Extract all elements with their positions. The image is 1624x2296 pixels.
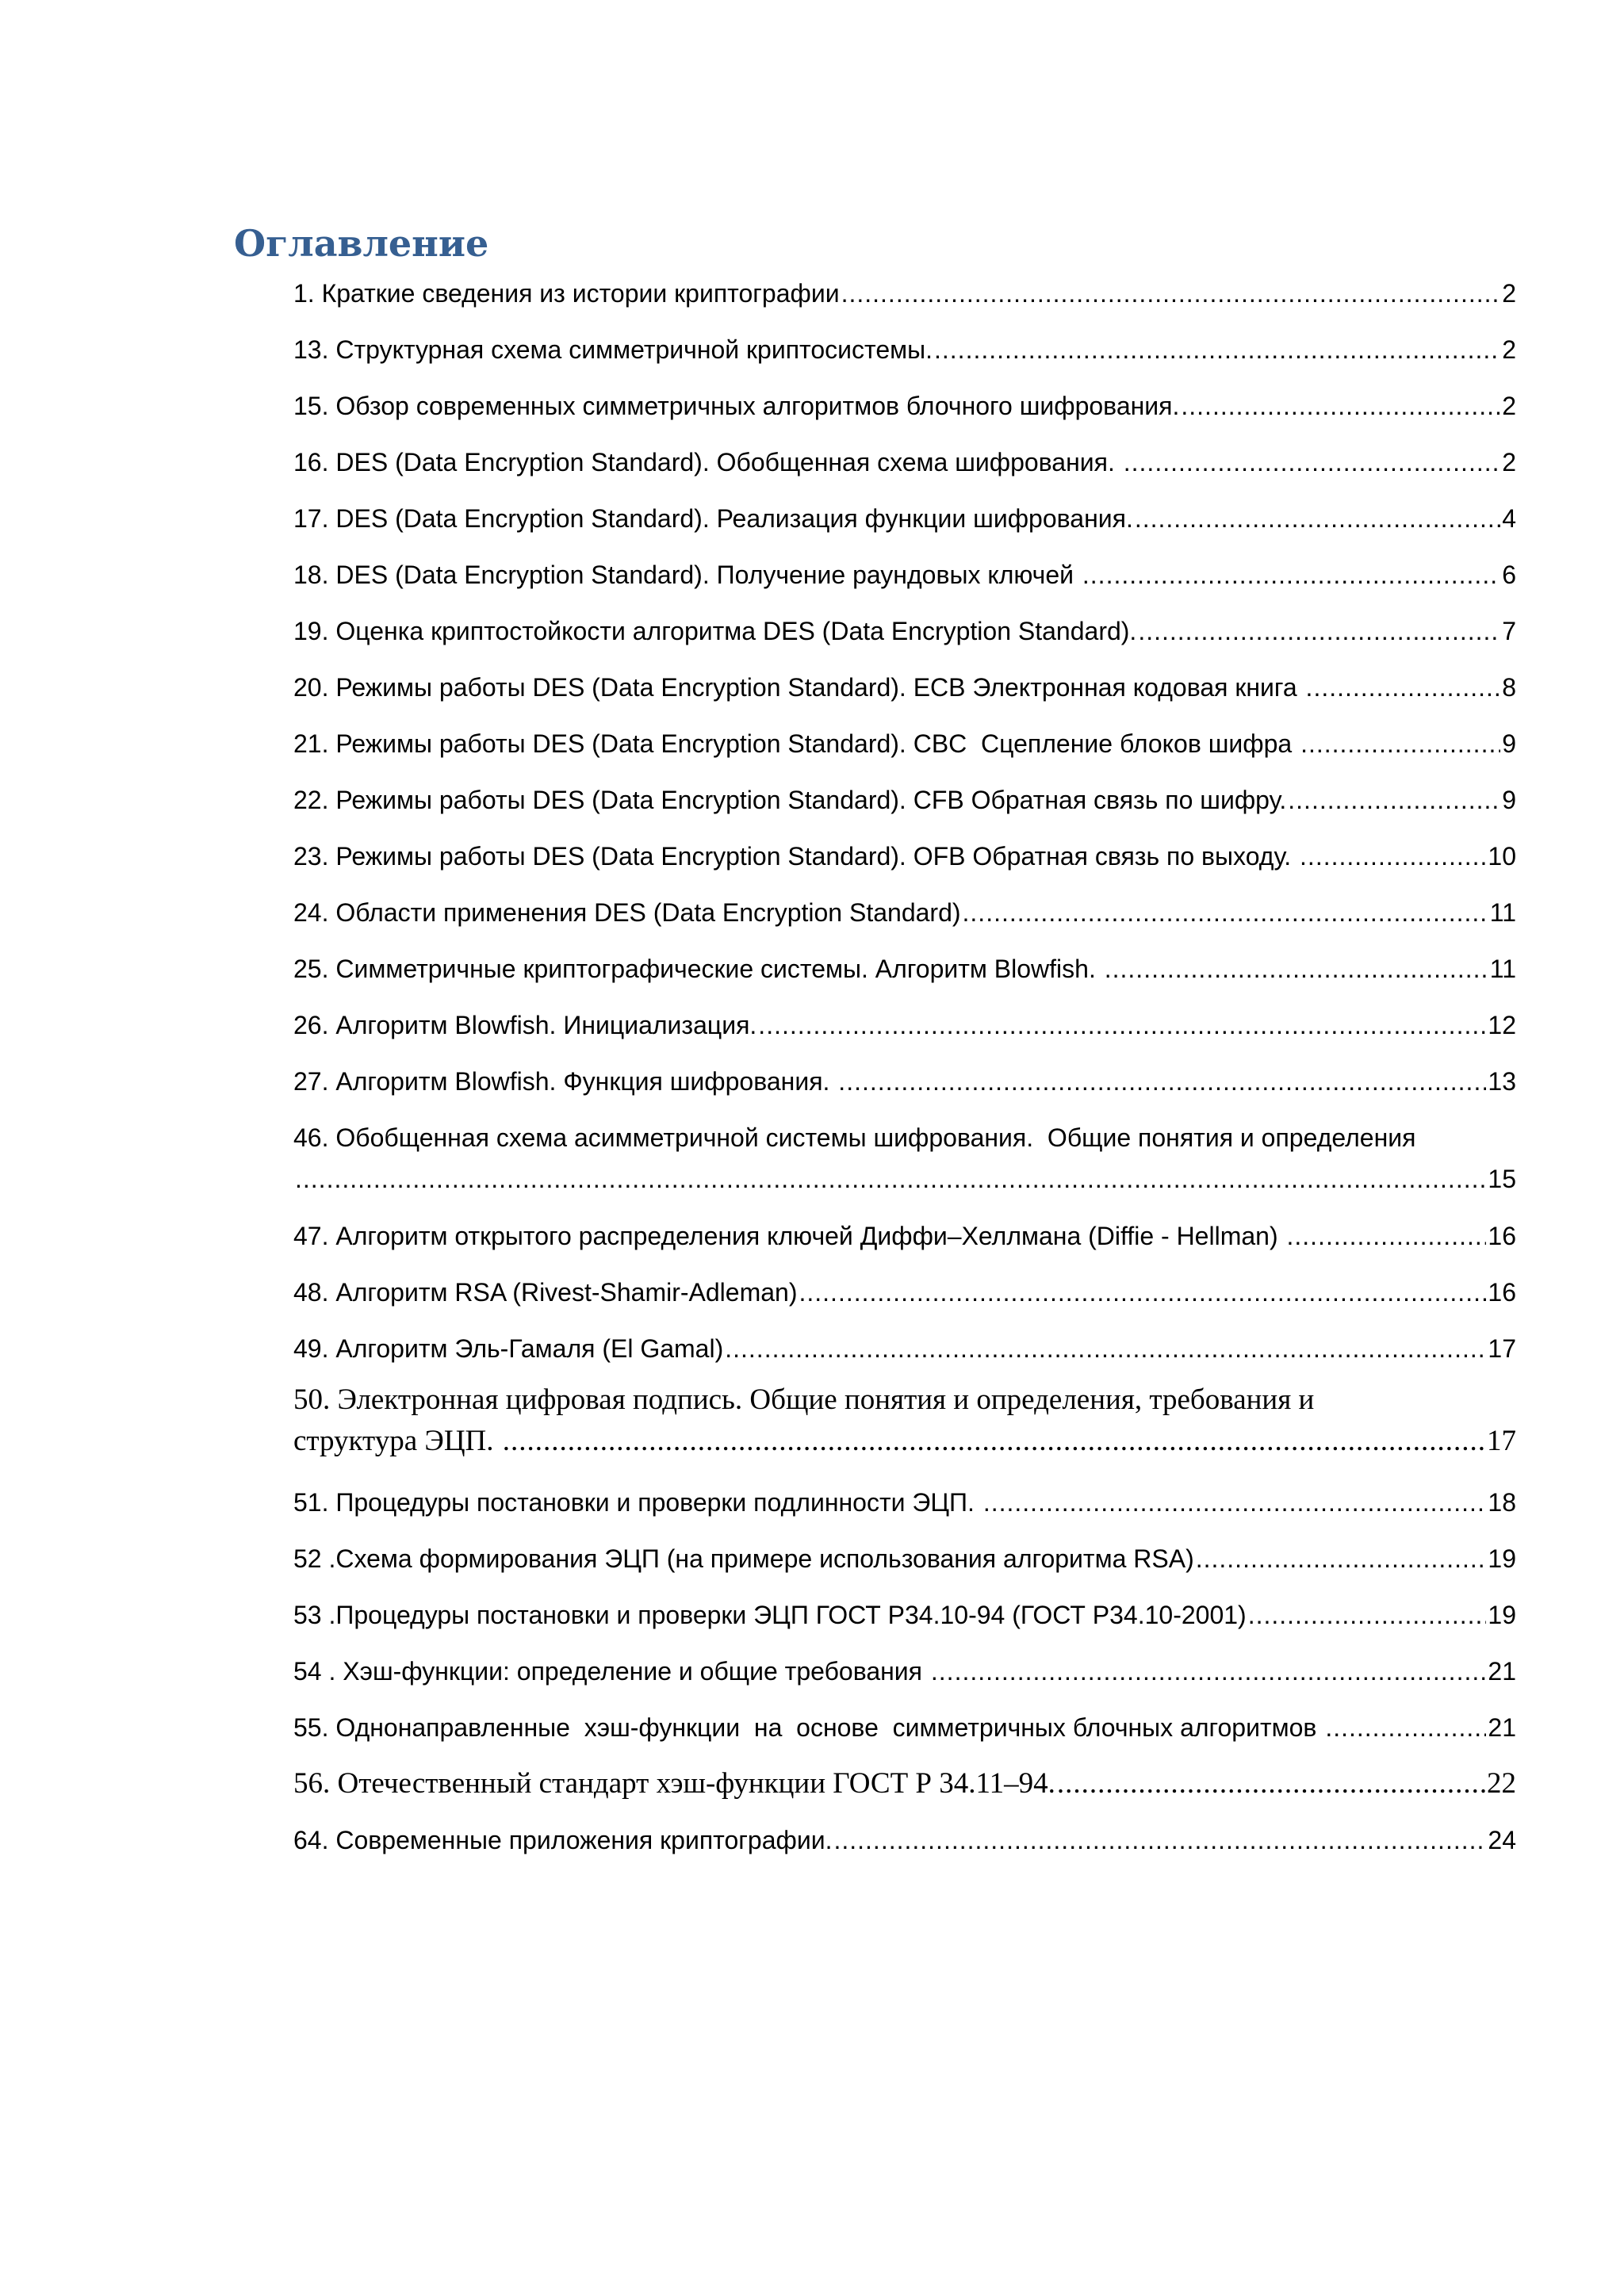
toc-entry[interactable] xyxy=(293,1004,1516,1046)
toc-page-number: 15 xyxy=(1488,1165,1516,1193)
toc-page-number: 13 xyxy=(1488,1067,1516,1096)
toc-page-number: 17 xyxy=(1488,1334,1516,1363)
toc-page-number: 22 xyxy=(1487,1767,1516,1800)
toc-page-number: 9 xyxy=(1502,729,1516,758)
toc-page-number: 4 xyxy=(1502,504,1516,533)
toc-page-number: 19 xyxy=(1488,1544,1516,1573)
toc-leader-dots xyxy=(295,1158,1486,1200)
toc-page-number: 11 xyxy=(1489,898,1516,927)
toc-leader-dots xyxy=(1135,498,1500,539)
toc-entry[interactable] xyxy=(293,329,1516,370)
toc-entry[interactable] xyxy=(293,1538,1516,1579)
toc-entry-title: 25. Симметричные криптографические системы. Алгоритм Blowfish. xyxy=(293,955,1103,983)
toc-leader-dots xyxy=(1300,836,1486,877)
toc-leader-dots xyxy=(725,1328,1486,1369)
toc-page-number: 10 xyxy=(1488,842,1516,871)
toc-entry-title: 18. DES (Data Encryption Standard). Получение раундовых ключей xyxy=(293,561,1081,589)
toc-leader-dots xyxy=(1082,554,1500,595)
toc-leader-dots xyxy=(1288,779,1500,821)
toc-entry[interactable] xyxy=(293,610,1516,652)
toc-page-number: 19 xyxy=(1488,1601,1516,1629)
toc-entry[interactable] xyxy=(293,1117,1516,1200)
toc-page-number: 2 xyxy=(1502,279,1516,308)
toc-entry-title-line: 46. Обобщенная схема асимметричной системы шифрования. Общие понятия и определения xyxy=(293,1123,1416,1152)
toc-entry-title: 1. Краткие сведения из истории криптографии xyxy=(293,279,840,308)
toc-heading: Оглавление xyxy=(234,222,489,265)
toc-entry-title: 54 . Хэш-функции: определение и общие требования xyxy=(293,1657,929,1686)
toc-entry[interactable] xyxy=(293,385,1516,427)
toc-entry[interactable] xyxy=(293,1594,1516,1636)
toc-leader-dots xyxy=(1196,1538,1487,1579)
toc-leader-dots xyxy=(983,1482,1487,1523)
toc-entry-title: 21. Режимы работы DES (Data Encryption Standard). CBC Сцепление блоков шифра xyxy=(293,729,1300,758)
toc-entry[interactable] xyxy=(293,779,1516,821)
toc-entry[interactable] xyxy=(293,1061,1516,1102)
toc-page-number: 21 xyxy=(1488,1713,1516,1742)
toc-entry-title: 19. Оценка криптостойкости алгоритма DES (Data Encryption Standard). xyxy=(293,617,1137,645)
toc-entry[interactable] xyxy=(293,667,1516,708)
toc-leader-dots xyxy=(841,273,1501,314)
toc-entry[interactable] xyxy=(293,1707,1516,1748)
toc-entry-title: 64. Современные приложения криптографии. xyxy=(293,1826,833,1854)
toc-leader-dots xyxy=(1181,385,1500,427)
toc-entry[interactable] xyxy=(293,273,1516,314)
toc-entry[interactable] xyxy=(293,1651,1516,1692)
toc-leader-dots xyxy=(1306,667,1501,708)
toc-leader-dots xyxy=(1286,1215,1486,1257)
toc-page-number: 17 xyxy=(1487,1425,1516,1457)
toc-page-number: 24 xyxy=(1488,1826,1516,1854)
toc-page-number: 2 xyxy=(1502,448,1516,476)
toc-page-number: 16 xyxy=(1488,1222,1516,1250)
toc-page-number: 7 xyxy=(1502,617,1516,645)
toc-leader-dots xyxy=(1300,723,1500,764)
toc-entry-title: 48. Алгоритм RSA (Rivest-Shamir-Adleman) xyxy=(293,1278,798,1307)
toc-entry-title: 15. Обзор современных симметричных алгоритмов блочного шифрования. xyxy=(293,392,1180,420)
toc-leader-dots xyxy=(931,1651,1487,1692)
toc-leader-dots xyxy=(503,1421,1485,1462)
toc-entry[interactable] xyxy=(293,554,1516,595)
toc-entry-title: 27. Алгоритм Blowfish. Функция шифрования. xyxy=(293,1067,837,1096)
toc-leader-dots xyxy=(963,892,1488,933)
toc-entry[interactable] xyxy=(293,1215,1516,1257)
toc-leader-dots xyxy=(1138,610,1500,652)
toc-entry-title: 55. Однонаправленные хэш-функции на основе симметричных блочных алгоритмов xyxy=(293,1713,1324,1742)
toc-entry[interactable] xyxy=(293,1380,1516,1462)
toc-entry-title: 16. DES (Data Encryption Standard). Обобщенная схема шифрования. xyxy=(293,448,1122,476)
toc-leader-dots xyxy=(934,329,1500,370)
toc-entry[interactable] xyxy=(293,723,1516,764)
toc-entry-title: 49. Алгоритм Эль-Гамаля (El Gamal) xyxy=(293,1334,724,1363)
toc-entry-title: 17. DES (Data Encryption Standard). Реализация функции шифрования. xyxy=(293,504,1133,533)
toc-entry[interactable] xyxy=(293,1328,1516,1369)
toc-leader-dots xyxy=(1057,1763,1485,1804)
toc-entry[interactable] xyxy=(293,1272,1516,1313)
toc-entry-title: 53 .Процедуры постановки и проверки ЭЦП ГОСТ Р34.10-94 (ГОСТ Р34.10-2001) xyxy=(293,1601,1247,1629)
toc-page-number: 11 xyxy=(1489,955,1516,983)
toc-entry-title: 23. Режимы работы DES (Data Encryption Standard). OFB Обратная связь по выходу. xyxy=(293,842,1299,871)
toc-entry-title: 22. Режимы работы DES (Data Encryption Standard). CFB Обратная связь по шифру. xyxy=(293,786,1287,814)
toc-leader-dots xyxy=(1124,442,1500,483)
toc-leader-dots xyxy=(1325,1707,1486,1748)
toc-entry-title: 56. Отечественный стандарт хэш-функции ГОСТ Р 34.11–94. xyxy=(293,1767,1055,1800)
toc-page-number: 21 xyxy=(1488,1657,1516,1686)
toc-entry-title: структура ЭЦП. xyxy=(293,1425,501,1457)
toc-page-number: 12 xyxy=(1488,1011,1516,1039)
toc-entry[interactable] xyxy=(293,498,1516,539)
toc-page-number: 8 xyxy=(1502,673,1516,702)
toc-leader-dots xyxy=(1248,1594,1487,1636)
toc-page-number: 2 xyxy=(1502,335,1516,364)
toc-entry[interactable] xyxy=(293,1763,1516,1804)
toc-page-number: 2 xyxy=(1502,392,1516,420)
toc-leader-dots xyxy=(838,1061,1486,1102)
toc-entry-title: 47. Алгоритм открытого распределения ключей Диффи–Хеллмана (Diffie - Hellman) xyxy=(293,1222,1285,1250)
toc-page-number: 16 xyxy=(1488,1278,1516,1307)
toc-entry[interactable] xyxy=(293,836,1516,877)
toc-entry-title: 51. Процедуры постановки и проверки подлинности ЭЦП. xyxy=(293,1488,982,1517)
toc-leader-dots xyxy=(1105,948,1488,989)
toc-leader-dots xyxy=(758,1004,1486,1046)
toc-leader-dots xyxy=(799,1272,1486,1313)
toc-entry-title: 24. Области применения DES (Data Encryption Standard) xyxy=(293,898,961,927)
toc-page-number: 9 xyxy=(1502,786,1516,814)
toc-entry[interactable] xyxy=(293,1820,1516,1861)
toc-entry[interactable] xyxy=(293,442,1516,483)
toc-leader-dots xyxy=(833,1820,1486,1861)
toc-entry-title: 52 .Схема формирования ЭЦП (на примере использования алгоритма RSA) xyxy=(293,1544,1194,1573)
toc-page-number: 18 xyxy=(1488,1488,1516,1517)
toc-page-number: 6 xyxy=(1502,561,1516,589)
toc-entry[interactable] xyxy=(293,1482,1516,1523)
toc-entry[interactable] xyxy=(293,948,1516,989)
toc-entry-title: 20. Режимы работы DES (Data Encryption Standard). ECB Электронная кодовая книга xyxy=(293,673,1304,702)
toc-entry-title: 26. Алгоритм Blowfish. Инициализация. xyxy=(293,1011,757,1039)
toc-entry-title-line: 50. Электронная цифровая подпись. Общие понятия и определения, требования и xyxy=(293,1383,1315,1416)
toc-entry[interactable] xyxy=(293,892,1516,933)
toc-entry-title: 13. Структурная схема симметричной криптосистемы. xyxy=(293,335,933,364)
